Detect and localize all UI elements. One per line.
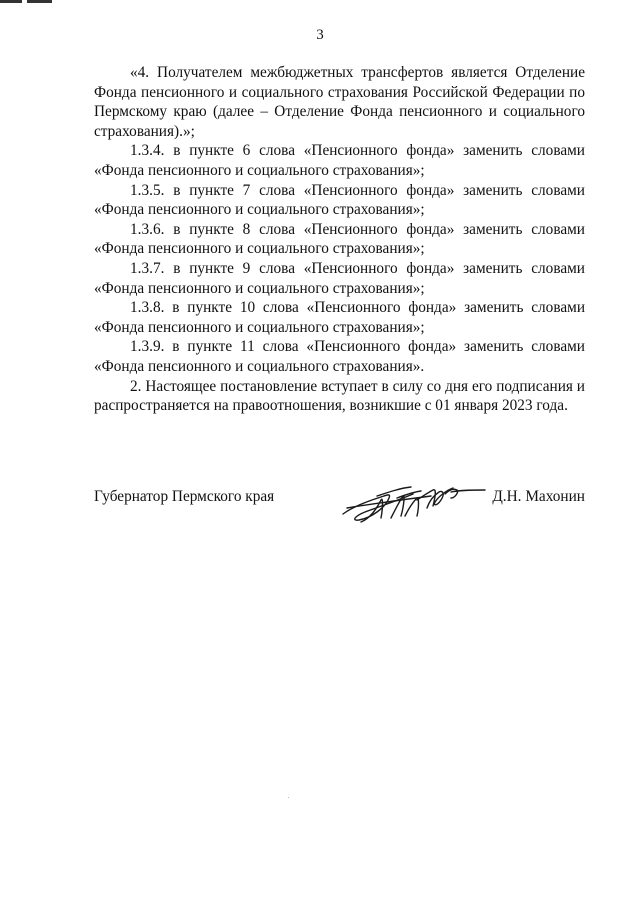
signature-block [94,478,585,538]
page-number: 3 [316,27,324,43]
paragraph-1-3-5: 1.3.5. в пункте 7 слова «Пенсионного фонда» заменить словами «Фонда пенсионного и социального страхования»; [94,181,585,219]
signatory-name: Д.Н. Махонин [492,488,585,505]
paragraph-1-3-7: 1.3.7. в пункте 9 слова «Пенсионного фонда» заменить словами «Фонда пенсионного и социального страхования»; [94,259,585,297]
paragraph-1-3-9: 1.3.9. в пункте 11 слова «Пенсионного фонда» заменить словами «Фонда пенсионного и социального страхования». [94,338,585,375]
paragraph-1-3-6: 1.3.6. в пункте 8 слова «Пенсионного фонда» заменить словами «Фонда пенсионного и социального страхования»; [94,220,585,258]
paragraph-1-3-4: 1.3.4. в пункте 6 слова «Пенсионного фонда» заменить словами «Фонда пенсионного и социального страхования»; [94,142,585,179]
document-body [94,63,585,416]
signatory-position: Губернатор Пермского края [94,488,275,505]
paragraph-effective-date: 2. Настоящее постановление вступает в силу со дня его подписания и распространяется на правоотношения, возникшие с 01 января 2023 года. [94,377,585,415]
paragraph-clause-4: «4. Получателем межбюджетных трансфертов является Отделение Фонда пенсионного и социального страхования Российской Федерации по Пермскому краю (далее – Отделение Фонда пенсионного и социального страхования).»; [94,64,585,140]
paragraph-1-3-8: 1.3.8. в пункте 10 слова «Пенсионного фонда» заменить словами «Фонда пенсионного и социального страхования»; [94,299,585,336]
handwritten-signature-icon [341,478,486,528]
scan-speck [288,797,289,798]
scan-edge-marks [0,0,60,6]
